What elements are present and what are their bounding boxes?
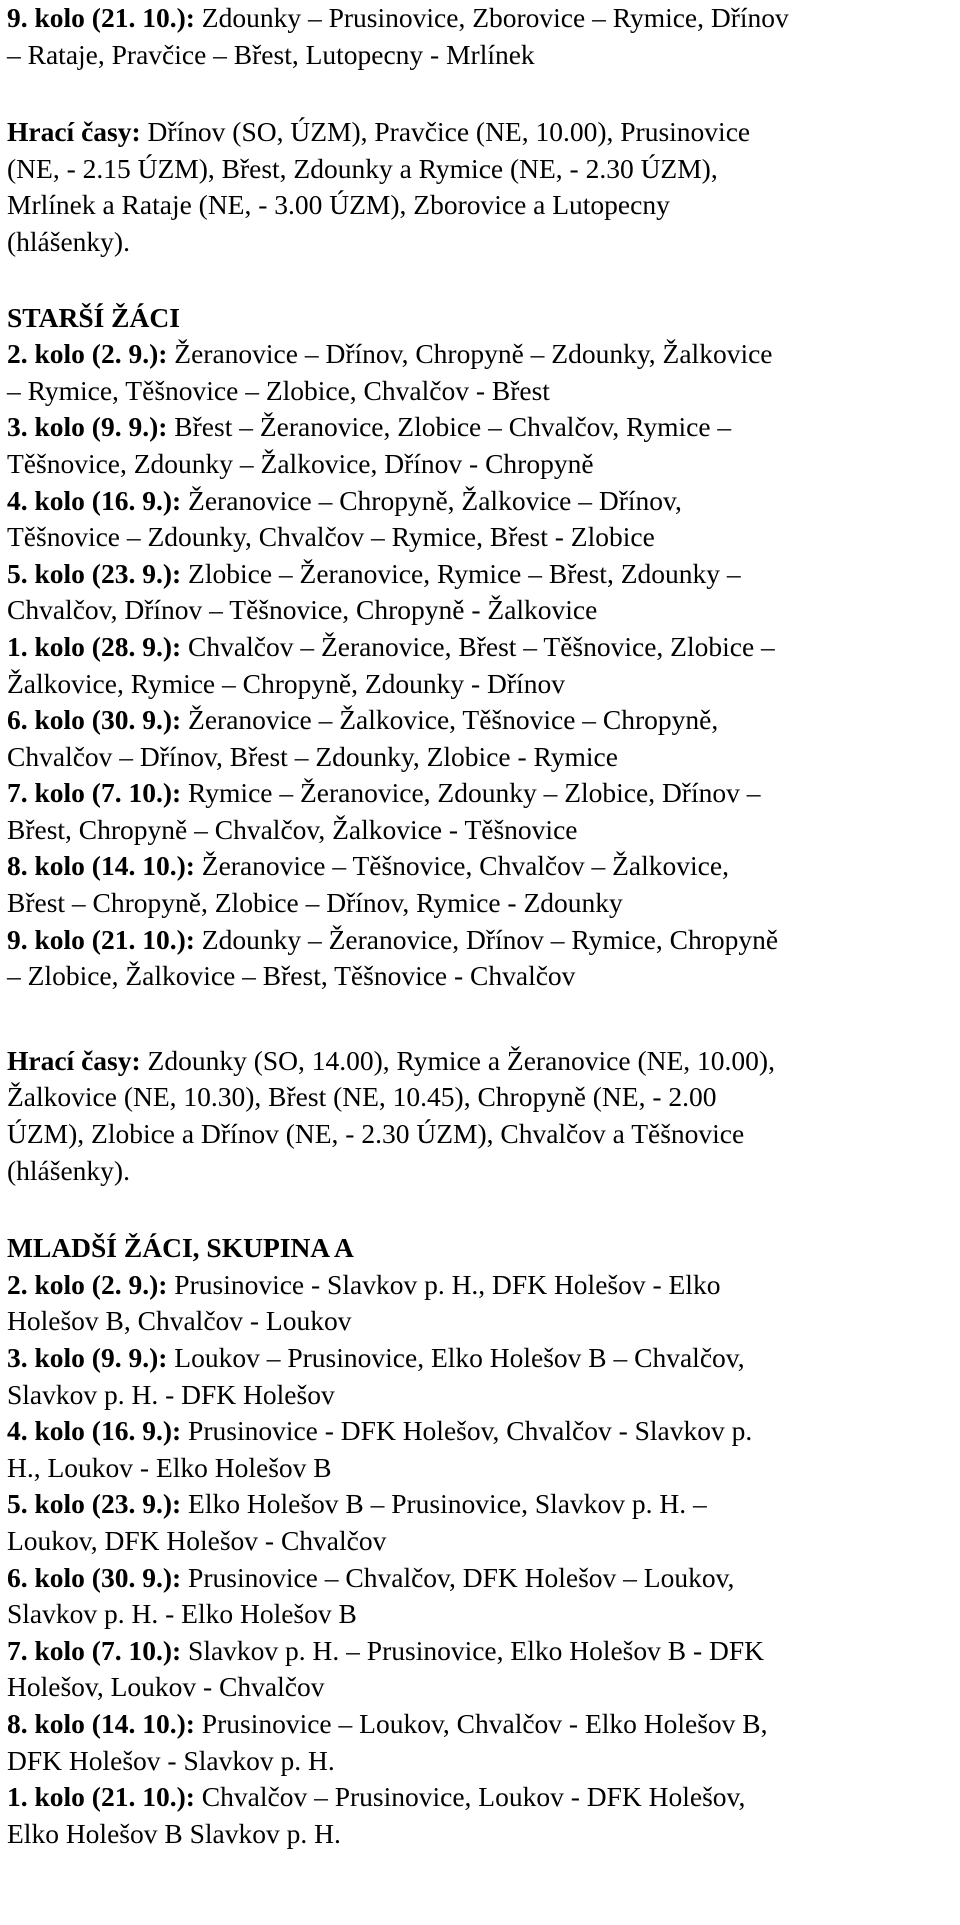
- block-spacer: [7, 1189, 957, 1230]
- text-line: [7, 1377, 957, 1414]
- round-label: 5. kolo (23. 9.):: [7, 557, 182, 589]
- text-line: [7, 1079, 957, 1116]
- text-line: [7, 1706, 957, 1743]
- text-line: [7, 1743, 957, 1780]
- line-text: Těšnovice, Zdounky – Žalkovice, Dřínov - Chropyně: [7, 447, 594, 479]
- line-text: Elko Holešov B – Prusinovice, Slavkov p. H. –: [181, 1488, 707, 1520]
- line-text: Dřínov (SO, ÚZM), Pravčice (NE, 10.00), Prusinovice: [140, 116, 751, 148]
- round-label: 4. kolo (16. 9.):: [7, 484, 182, 516]
- block-spacer: [7, 73, 957, 114]
- text-line: [7, 114, 957, 151]
- line-text: Loukov – Prusinovice, Elko Holešov B – Chvalčov,: [167, 1342, 745, 1373]
- text-line: [7, 922, 957, 959]
- line-text: (NE, - 2.15 ÚZM), Břest, Zdounky a Rymice (NE, - 2.30 ÚZM),: [7, 152, 718, 184]
- round-label: 2. kolo (2. 9.):: [7, 338, 168, 370]
- text-line: [7, 336, 957, 373]
- round-label: 8. kolo (14. 10.):: [7, 1707, 195, 1739]
- text-line: [7, 1486, 957, 1523]
- line-text: – Rataje, Pravčice – Břest, Lutopecny - Mrlínek: [7, 38, 535, 70]
- section-heading: MLADŠÍ ŽÁCI, SKUPINA A: [7, 1232, 354, 1264]
- line-text: H., Loukov - Elko Holešov B: [7, 1451, 332, 1483]
- text-line: [7, 373, 957, 410]
- text-line: [7, 629, 957, 666]
- round-label: 4. kolo (16. 9.):: [7, 1415, 182, 1447]
- text-line: [7, 1303, 957, 1340]
- line-text: (hlášenky).: [7, 225, 130, 257]
- text-line: [7, 775, 957, 812]
- line-text: Rymice – Žeranovice, Zdounky – Zlobice, Dřínov –: [181, 777, 761, 809]
- text-line: [7, 739, 957, 776]
- text-line: [7, 0, 957, 37]
- round-label: 9. kolo (21. 10.):: [7, 923, 195, 955]
- text-line: [7, 592, 957, 629]
- line-text: Břest, Chropyně – Chvalčov, Žalkovice - Těšnovice: [7, 813, 578, 845]
- round-label: 2. kolo (2. 9.):: [7, 1268, 168, 1300]
- text-line: [7, 1153, 957, 1190]
- document-page: [7, 0, 957, 1852]
- line-text: Chvalčov – Prusinovice, Loukov - DFK Holešov,: [194, 1781, 746, 1813]
- line-text: – Rymice, Těšnovice – Zlobice, Chvalčov - Břest: [7, 374, 550, 406]
- text-line: [7, 1413, 957, 1450]
- line-text: Zdounky – Žeranovice, Dřínov – Rymice, Chropyně: [194, 923, 779, 955]
- round-label: 6. kolo (30. 9.):: [7, 1561, 182, 1593]
- line-text: Zdounky – Prusinovice, Zborovice – Rymice, Dřínov: [194, 2, 789, 33]
- text-line: [7, 885, 957, 922]
- line-text: Žeranovice – Těšnovice, Chvalčov – Žalkovice,: [194, 850, 729, 882]
- line-text: Prusinovice - Slavkov p. H., DFK Holešov - Elko: [167, 1268, 721, 1300]
- section-heading: STARŠÍ ŽÁCI: [7, 301, 180, 333]
- line-text: Těšnovice – Zdounky, Chvalčov – Rymice, Břest - Zlobice: [7, 521, 655, 553]
- line-text: Břest – Žeranovice, Zlobice – Chvalčov, Rymice –: [167, 411, 732, 443]
- round-label: 1. kolo (28. 9.):: [7, 630, 182, 662]
- line-text: Zdounky (SO, 14.00), Rymice a Žeranovice (NE, 10.00),: [140, 1044, 775, 1076]
- round-label: Hrací časy:: [7, 1044, 141, 1076]
- line-text: Žalkovice (NE, 10.30), Břest (NE, 10.45), Chropyně (NE, - 2.00: [7, 1081, 717, 1113]
- text-line: [7, 409, 957, 446]
- round-label: 1. kolo (21. 10.):: [7, 1781, 195, 1813]
- line-text: Žeranovice – Žalkovice, Těšnovice – Chropyně,: [181, 704, 719, 736]
- line-text: Prusinovice - DFK Holešov, Chvalčov - Slavkov p.: [181, 1415, 753, 1447]
- line-text: Chvalčov – Žeranovice, Břest – Těšnovice, Zlobice –: [181, 630, 775, 662]
- line-text: Slavkov p. H. - DFK Holešov: [7, 1378, 335, 1410]
- round-label: Hrací časy:: [7, 116, 141, 148]
- line-text: Mrlínek a Rataje (NE, - 3.00 ÚZM), Zborovice a Lutopecny: [7, 189, 670, 221]
- text-line: [7, 187, 957, 224]
- round-label: 5. kolo (23. 9.):: [7, 1488, 182, 1520]
- line-text: Zlobice – Žeranovice, Rymice – Břest, Zdounky –: [181, 557, 741, 589]
- line-text: Loukov, DFK Holešov - Chvalčov: [7, 1524, 387, 1556]
- line-text: Prusinovice – Loukov, Chvalčov - Elko Holešov B,: [194, 1707, 768, 1739]
- round-label: 7. kolo (7. 10.):: [7, 777, 182, 809]
- line-text: Břest – Chropyně, Zlobice – Dřínov, Rymice - Zdounky: [7, 887, 623, 919]
- block-spacer: [7, 995, 957, 1043]
- line-text: Slavkov p. H. – Prusinovice, Elko Holešov B - DFK: [181, 1634, 765, 1666]
- round-label: 6. kolo (30. 9.):: [7, 704, 182, 736]
- text-line: [7, 848, 957, 885]
- round-label: 3. kolo (9. 9.):: [7, 1342, 168, 1373]
- line-text: Žeranovice – Chropyně, Žalkovice – Dřínov,: [181, 484, 682, 516]
- round-label: 7. kolo (7. 10.):: [7, 1634, 182, 1666]
- text-line: [7, 1779, 957, 1816]
- text-line: [7, 1116, 957, 1153]
- line-text: Prusinovice – Chvalčov, DFK Holešov – Loukov,: [181, 1561, 735, 1593]
- text-line: [7, 1560, 957, 1597]
- block-spacer: [7, 261, 957, 300]
- round-label: 3. kolo (9. 9.):: [7, 411, 168, 443]
- text-line: [7, 1043, 957, 1080]
- text-line: [7, 483, 957, 520]
- text-line: [7, 37, 957, 74]
- line-text: Elko Holešov B Slavkov p. H.: [7, 1817, 341, 1849]
- line-text: ÚZM), Zlobice a Dřínov (NE, - 2.30 ÚZM), Chvalčov a Těšnovice: [7, 1118, 745, 1150]
- line-text: – Zlobice, Žalkovice – Břest, Těšnovice - Chvalčov: [7, 960, 576, 992]
- text-line: [7, 151, 957, 188]
- round-label: 8. kolo (14. 10.):: [7, 850, 195, 882]
- text-line: [7, 702, 957, 739]
- round-label: 9. kolo (21. 10.):: [7, 2, 195, 33]
- line-text: Žeranovice – Dřínov, Chropyně – Zdounky, Žalkovice: [167, 338, 773, 370]
- text-line: [7, 1816, 957, 1853]
- line-text: Chvalčov, Dřínov – Těšnovice, Chropyně - Žalkovice: [7, 594, 598, 626]
- line-text: Žalkovice, Rymice – Chropyně, Zdounky - Dřínov: [7, 667, 565, 699]
- text-line: [7, 1340, 957, 1377]
- line-text: Chvalčov – Dřínov, Břest – Zdounky, Zlobice - Rymice: [7, 740, 618, 772]
- text-line: [7, 224, 957, 261]
- line-text: Holešov B, Chvalčov - Loukov: [7, 1305, 352, 1337]
- text-line: [7, 1267, 957, 1304]
- line-text: Slavkov p. H. - Elko Holešov B: [7, 1598, 357, 1630]
- line-text: Holešov, Loukov - Chvalčov: [7, 1671, 325, 1703]
- text-line: [7, 1450, 957, 1487]
- text-line: [7, 812, 957, 849]
- text-line: [7, 1669, 957, 1706]
- text-line: [7, 1523, 957, 1560]
- text-line: [7, 446, 957, 483]
- text-line: [7, 958, 957, 995]
- line-text: DFK Holešov - Slavkov p. H.: [7, 1744, 335, 1776]
- text-line: [7, 556, 957, 593]
- text-line: [7, 1633, 957, 1670]
- text-line: [7, 519, 957, 556]
- text-line: [7, 666, 957, 703]
- line-text: (hlášenky).: [7, 1154, 130, 1186]
- text-line: [7, 1596, 957, 1633]
